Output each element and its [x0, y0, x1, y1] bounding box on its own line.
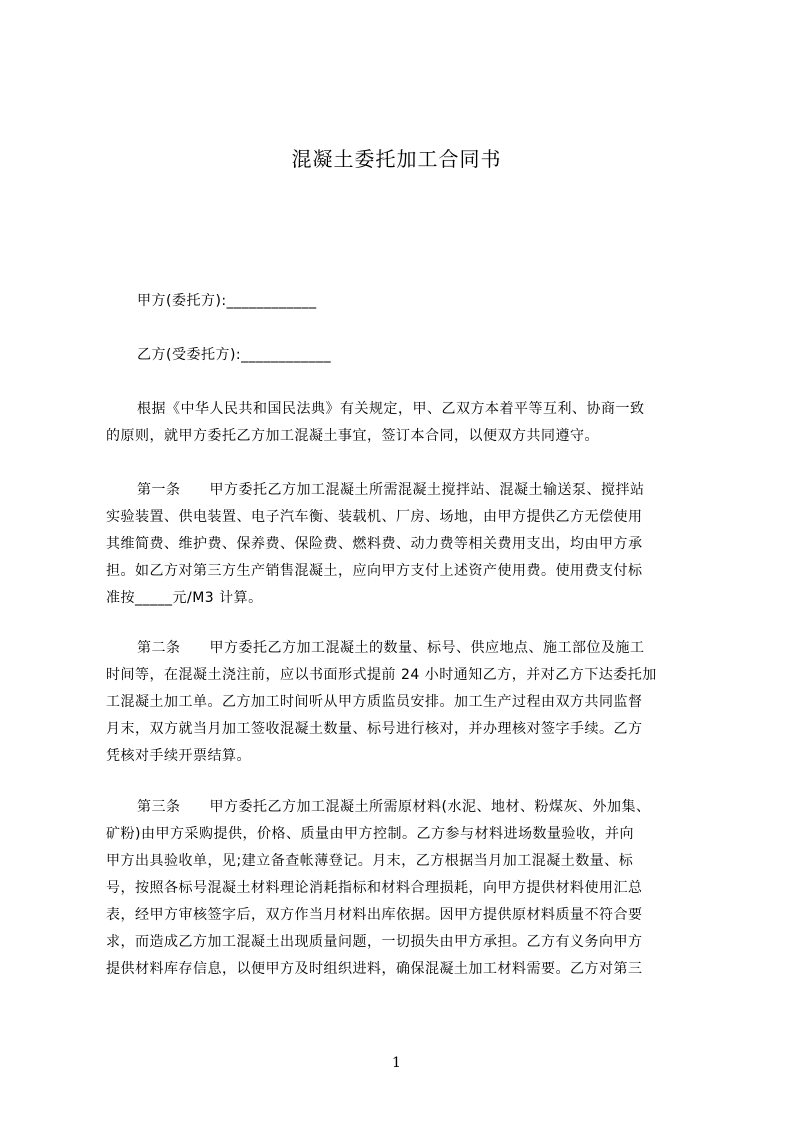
article-2-line: 第二条 甲方委托乙方加工混凝土的数量、标号、供应地点、施工部位及施工: [137, 640, 645, 656]
article-3-line: 第三条 甲方委托乙方加工混凝土所需原材料(水泥、地材、粉煤灰、外加集、: [137, 799, 651, 815]
party-a-line: 甲方(委托方):____________: [137, 293, 317, 309]
article-1-line: 担。如乙方对第三方生产销售混凝土，应向甲方支付上述资产使用费。使用费支付标: [106, 563, 643, 579]
article-1-line: 实验装置、供电装置、电子汽车衡、装载机、厂房、场地，由甲方提供乙方无偿使用: [106, 509, 643, 525]
party-b-line: 乙方(受委托方):____________: [137, 347, 332, 363]
article-1-line: 准按_____元/M3 计算。: [106, 590, 263, 606]
preamble-line: 根据《中华人民共和国民法典》有关规定，甲、乙双方本着平等互利、协商一致: [137, 401, 645, 417]
article-3-line: 提供材料库存信息，以便甲方及时组织进料，确保混凝土加工材料需要。乙方对第三: [106, 961, 643, 977]
article-2-line: 时间等，在混凝土浇注前，应以书面形式提前 24 小时通知乙方，并对乙方下达委托加: [106, 667, 657, 683]
article-3-line: 求，而造成乙方加工混凝土出现质量问题，一切损失由甲方承担。乙方有义务向甲方: [106, 934, 643, 950]
page-number: 1: [392, 1055, 401, 1071]
article-3-line: 表，经甲方审核签字后，双方作当月材料出库依据。因甲方提供原材料质量不符合要: [106, 907, 643, 923]
article-3-line: 号，按照各标号混凝土材料理论消耗指标和材料合理损耗，向甲方提供材料使用汇总: [106, 880, 643, 896]
article-2-line: 凭核对手续开票结算。: [106, 748, 251, 764]
article-1-line: 其维简费、维护费、保养费、保险费、燃料费、动力费等相关费用支出，均由甲方承: [106, 536, 643, 552]
article-3-line: 矿粉)由甲方采购提供，价格、质量由甲方控制。乙方参与材料进场数量验收，并向: [106, 826, 634, 842]
article-2-line: 月末，双方就当月加工签收混凝土数量、标号进行核对，并办理核对签字手续。乙方: [106, 721, 643, 737]
article-1-line: 第一条 甲方委托乙方加工混凝土所需混凝土搅拌站、混凝土输送泵、搅拌站: [137, 482, 645, 498]
article-3-line: 甲方出具验收单，见;建立备查帐薄登记。月末，乙方根据当月加工混凝土数量、标: [106, 853, 634, 869]
document-title: 混凝土委托加工合同书: [291, 147, 502, 171]
preamble-line: 的原则，就甲方委托乙方加工混凝土事宜，签订本合同，以便双方共同遵守。: [106, 428, 599, 444]
article-2-line: 工混凝土加工单。乙方加工时间听从甲方质监员安排。加工生产过程由双方共同监督: [106, 694, 643, 710]
